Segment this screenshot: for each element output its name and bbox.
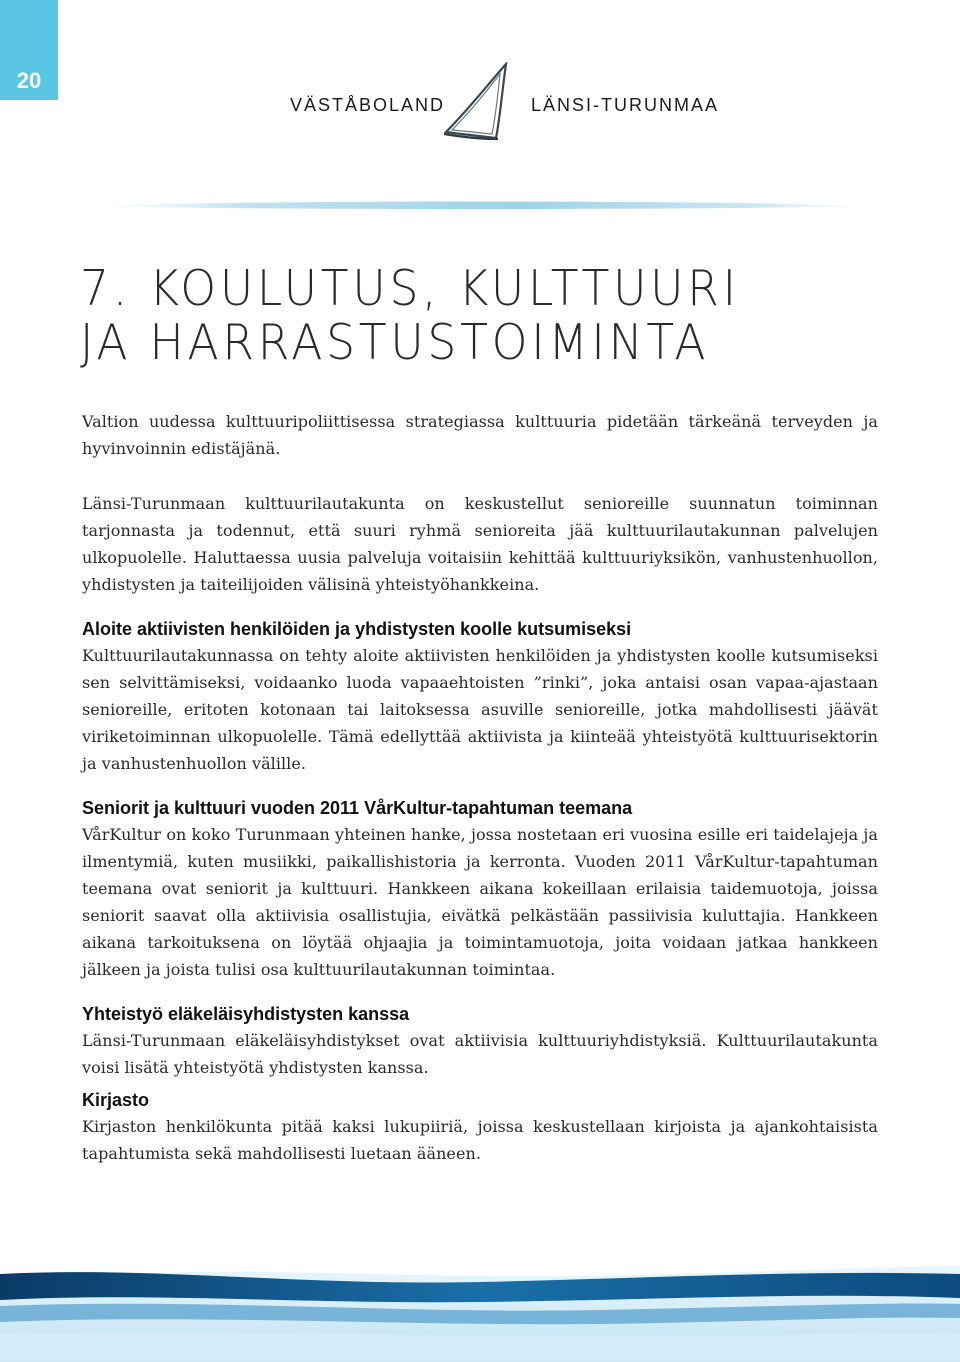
intro-paragraph-2: Länsi-Turunmaan kulttuurilautakunta on keskustellut senioreille suunnatun toiminnan tarjonnasta ja todennut, että suuri ryhmä senioreita jää kulttuurilautakunnan palvelujen ulkopuolelle. Haluttaessa uusia palveluja voitaisiin kehittää kulttuuriyksikön, vanhustenhuollon, yhdistysten ja taiteilijoiden välisinä yhteistyöhankkeina. bbox=[82, 494, 878, 594]
sail-logo-icon bbox=[440, 62, 514, 140]
body-content bbox=[82, 408, 878, 1185]
intro-paragraph-1: Valtion uudessa kulttuuripoliittisessa strategiassa kulttuuria pidetään tärkeänä terveyden ja hyvinvoinnin edistäjänä. bbox=[82, 412, 878, 458]
chapter-title-line-1: 7. KOULUTUS, KULTTUURI bbox=[80, 260, 740, 317]
section-body: Kulttuurilautakunnassa on tehty aloite aktiivisten henkilöiden ja yhdistysten koolle kutsumiseksi sen selvittämiseksi, voidaanko luoda vapaaehtoisten ”rinki”, joka antaisi osan vapaa-ajastaan senioreille, eritoten kotonaan tai laitoksessa asuville senioreille, jotka mahdollisesti jäävät viriketoiminnan ulkopuolelle. Tämä edellyttää aktiivista ja kiinteää yhteistyötä kulttuurisektorin ja vanhustenhuollon välille. bbox=[82, 646, 878, 773]
section-varkultur bbox=[82, 795, 878, 983]
section-heading: Kirjasto bbox=[82, 1090, 150, 1110]
brand-lansi-turunmaa: LÄNSI-TURUNMAA bbox=[531, 95, 720, 115]
section-aloite bbox=[82, 616, 878, 777]
chapter-title bbox=[80, 262, 740, 370]
section-body: Kirjaston henkilökunta pitää kaksi lukupiiriä, joissa keskustellaan kirjoista ja ajankohtaisista tapahtumista sekä mahdollisesti luetaan ääneen. bbox=[82, 1117, 878, 1163]
page-number: 20 bbox=[16, 68, 42, 93]
section-heading: Aloite aktiivisten henkilöiden ja yhdistysten koolle kutsumiseksi bbox=[82, 619, 632, 639]
section-body: VårKultur on koko Turunmaan yhteinen hanke, jossa nostetaan eri vuosina esille eri taidelajeja ja ilmentymiä, kuten musiikki, paikallishistoria ja kerronta. Vuoden 2011 VårKultur-tapahtuman teemana ovat seniorit ja kulttuuri. Hankkeen aikana kokeillaan erilaisia taidemuotoja, joissa seniorit saavat olla aktiivisia osallistujia, eivätkä pelkästään passiivisia kuluttajia. Hankkeen aikana tarkoituksena on löytää ohjaajia ja toimintamuotoja, joita voidaan jatkaa hankkeen jälkeen ja joista tulisi osa kulttuurilautakunnan toimintaa. bbox=[82, 825, 878, 979]
page-number-tab bbox=[0, 0, 58, 100]
chapter-title-line-2: JA HARRASTUSTOIMINTA bbox=[80, 314, 710, 371]
brand-vastaboland: VÄSTÅBOLAND bbox=[290, 95, 446, 115]
section-body: Länsi-Turunmaan eläkeläisyhdistykset ovat aktiivisia kulttuuriyhdistyksiä. Kulttuurilautakunta voisi lisätä yhteistyötä yhdistysten kanssa. bbox=[82, 1031, 878, 1077]
section-heading: Seniorit ja kulttuuri vuoden 2011 VårKultur-tapahtuman teemana bbox=[82, 798, 633, 818]
section-yhteistyo bbox=[82, 1001, 878, 1081]
section-heading: Yhteistyö eläkeläisyhdistysten kanssa bbox=[82, 1004, 410, 1024]
header-divider bbox=[80, 198, 880, 212]
footer-wave-decoration bbox=[0, 1244, 960, 1362]
section-kirjasto bbox=[82, 1087, 878, 1167]
